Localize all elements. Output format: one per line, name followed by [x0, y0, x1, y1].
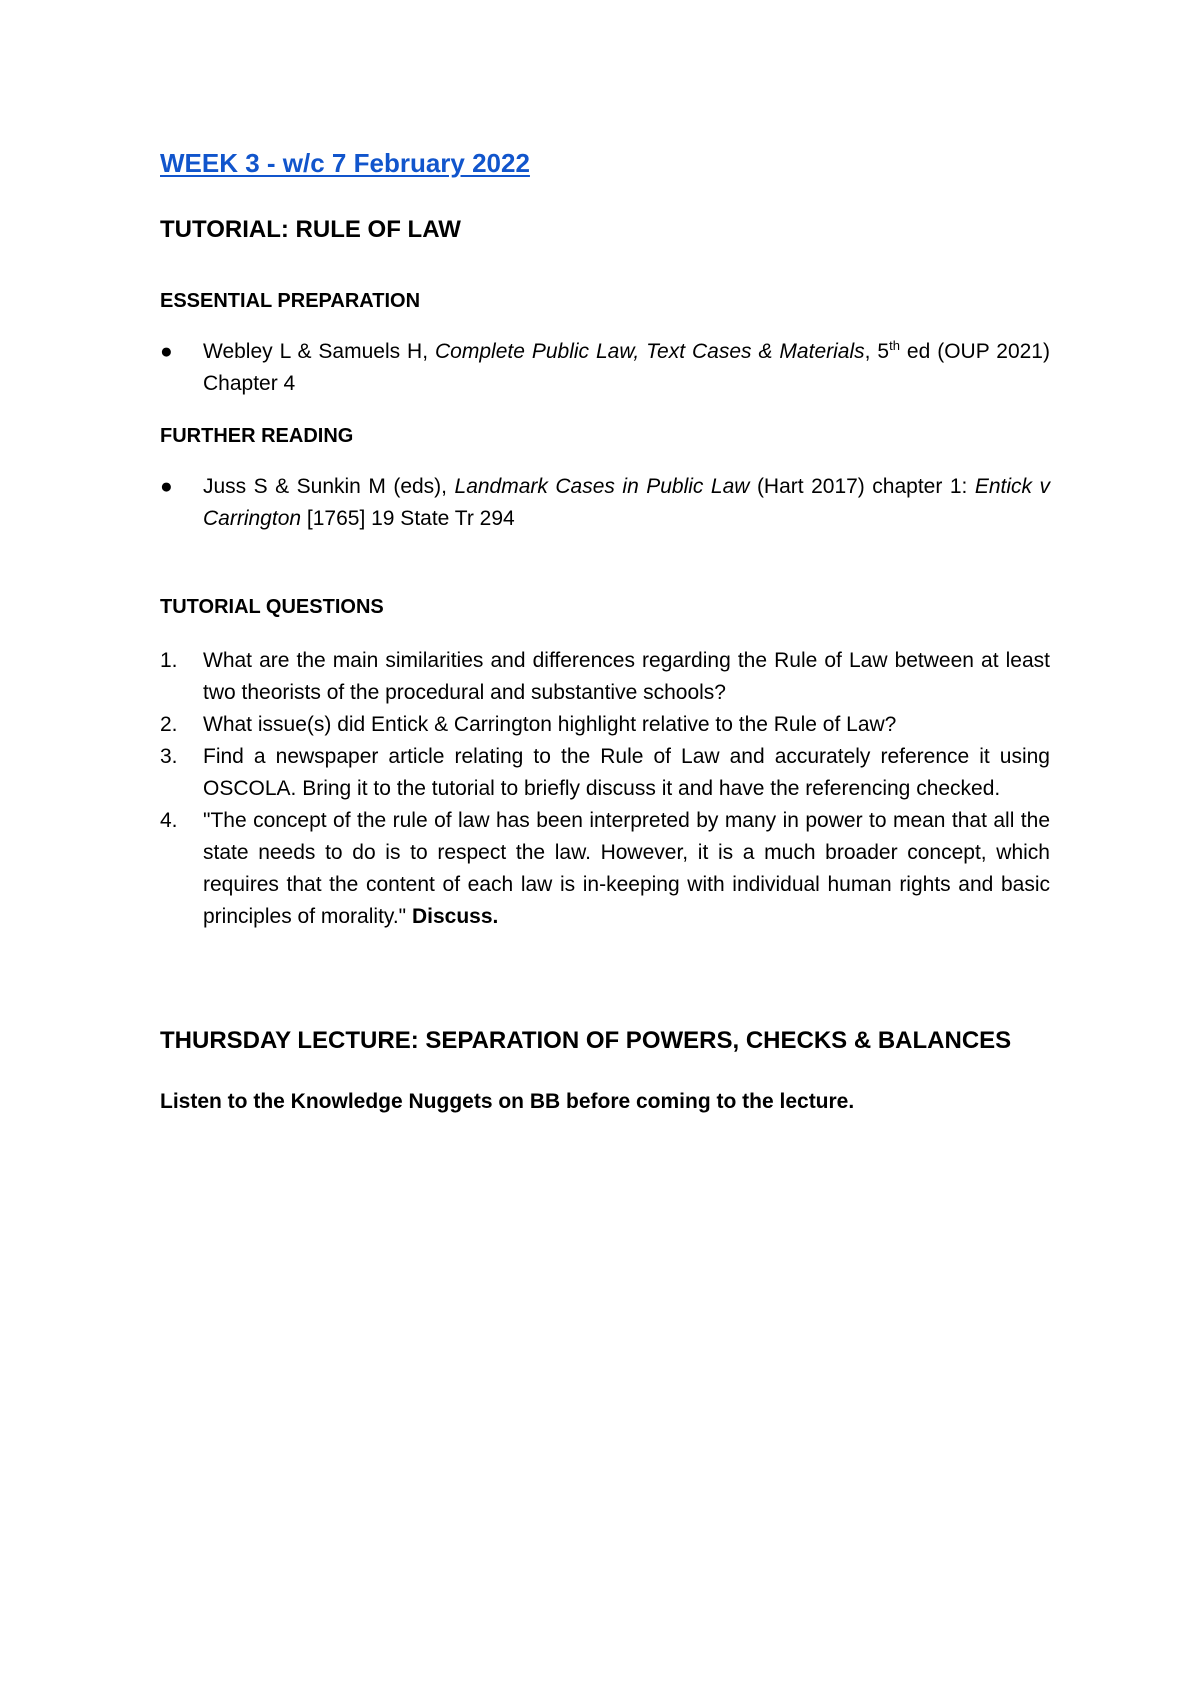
lecture-preparation-note: Listen to the Knowledge Nuggets on BB before coming to the lecture.	[160, 1090, 855, 1113]
reading-authors: Webley L & Samuels H,	[203, 340, 436, 363]
tutorial-questions-heading: TUTORIAL QUESTIONS	[160, 596, 384, 618]
edition-superscript: th	[889, 338, 900, 353]
question-number: 2.	[160, 713, 178, 736]
discuss-instruction: Discuss.	[411, 905, 499, 928]
further-reading-list	[160, 471, 1050, 535]
bullet-icon: ●	[160, 475, 173, 498]
further-reading-item	[160, 471, 1050, 535]
question-number: 3.	[160, 745, 178, 768]
week-title-link[interactable]: WEEK 3 - w/c 7 February 2022	[160, 148, 530, 178]
document-content	[160, 146, 1050, 1117]
question-number: 1.	[160, 649, 178, 672]
question-text: "The concept of the rule of law has been interpreted by many in power to mean that all the state needs to do is to respect the law. However, it is a much broader concept, which requires that the content of each law is in-keeping with individual human rights and basic principles of morality."	[203, 809, 1050, 928]
question-item	[160, 709, 1050, 741]
question-item	[160, 645, 1050, 709]
question-item	[160, 741, 1050, 805]
question-number: 4.	[160, 809, 178, 832]
question-item	[160, 805, 1050, 933]
reading-authors: Juss S & Sunkin M (eds),	[203, 475, 455, 498]
bullet-icon: ●	[160, 340, 173, 363]
reading-book-title: Landmark Cases in Public Law	[454, 475, 750, 498]
essential-preparation-heading: ESSENTIAL PREPARATION	[160, 290, 421, 312]
further-reading-heading: FURTHER READING	[160, 425, 354, 447]
tutorial-questions-list	[160, 645, 1050, 933]
reading-edition-prefix: , 5	[864, 340, 890, 363]
reading-publication-details: (Hart 2017) chapter 1:	[749, 475, 975, 498]
reading-publication-details: ed (OUP 2021) Chapter 4	[203, 340, 1050, 395]
essential-reading-list	[160, 336, 1050, 400]
case-name: Entick v Carrington	[203, 475, 1051, 530]
question-text: Find a newspaper article relating to the Rule of Law and accurately reference it using OSCOLA. Bring it to the tutorial to briefly discuss it and have the referencing checked.	[203, 745, 1050, 800]
question-text: What issue(s) did Entick & Carrington highlight relative to the Rule of Law?	[203, 713, 897, 736]
lecture-title: THURSDAY LECTURE: SEPARATION OF POWERS, CHECKS & BALANCES	[160, 1027, 1012, 1054]
essential-reading-item	[160, 336, 1050, 400]
question-text: What are the main similarities and differences regarding the Rule of Law between at least two theorists of the procedural and substantive schools?	[203, 649, 1050, 704]
case-citation: [1765] 19 State Tr 294	[301, 507, 515, 530]
reading-book-title: Complete Public Law, Text Cases & Materials	[435, 340, 865, 363]
tutorial-title: TUTORIAL: RULE OF LAW	[160, 216, 461, 243]
